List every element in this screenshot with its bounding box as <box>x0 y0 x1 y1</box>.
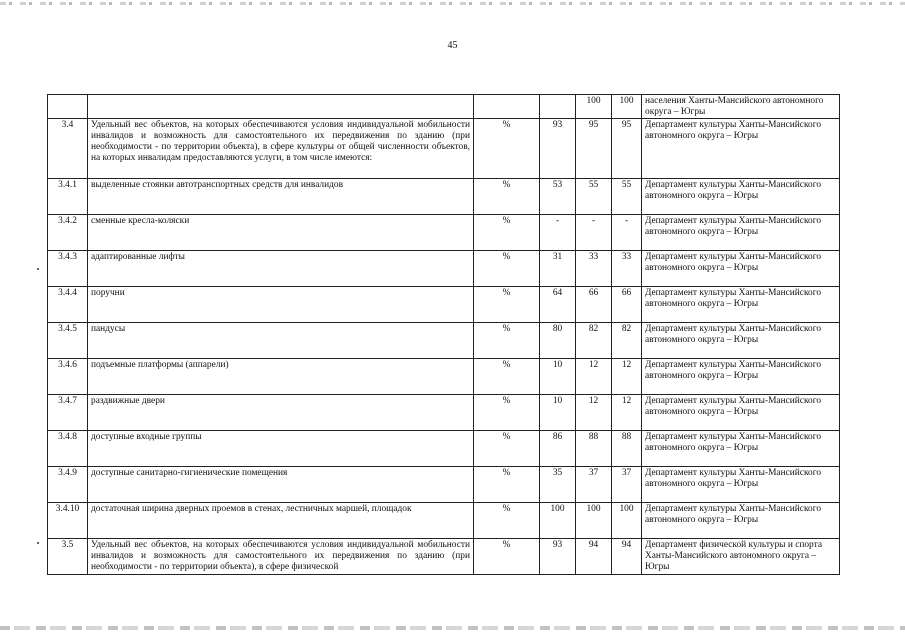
scan-edge-bottom <box>0 626 905 630</box>
indicator-name: пандусы <box>88 323 474 359</box>
value-cell-2: 94 <box>576 539 612 575</box>
responsible-cell: Департамент культуры Ханты-Мансийского автономного округа – Югры <box>642 179 840 215</box>
value-cell-2: 55 <box>576 179 612 215</box>
row-number: 3.4.5 <box>48 323 88 359</box>
table-row <box>48 539 840 575</box>
responsible-cell: Департамент культуры Ханты-Мансийского автономного округа – Югры <box>642 503 840 539</box>
unit-cell: % <box>474 215 540 251</box>
indicators-table <box>47 94 840 575</box>
value-cell-3: 12 <box>612 359 642 395</box>
value-cell-1: - <box>540 215 576 251</box>
value-cell-2: 12 <box>576 395 612 431</box>
value-cell-3: 55 <box>612 179 642 215</box>
value-cell-2: - <box>576 215 612 251</box>
value-cell-1: 53 <box>540 179 576 215</box>
table-row <box>48 431 840 467</box>
value-cell-3: 100 <box>612 95 642 119</box>
responsible-cell: Департамент физической культуры и спорта Ханты-Мансийского автономного округа – Югры <box>642 539 840 575</box>
table-body <box>48 95 840 575</box>
responsible-cell: Департамент культуры Ханты-Мансийского автономного округа – Югры <box>642 323 840 359</box>
value-cell-1: 35 <box>540 467 576 503</box>
value-cell-2: 66 <box>576 287 612 323</box>
indicator-name: Удельный вес объектов, на которых обеспечиваются условия индивидуальной мобильности инвалидов и возможность для самостоятельного их передвижения по зданию (при необходимости - по территории объекта), в сфере культуры от общей численности объектов, на которых инвалидам предоставляются услуги, в том числе имеются: <box>88 119 474 179</box>
table-row <box>48 359 840 395</box>
row-number <box>48 95 88 119</box>
value-cell-3: 100 <box>612 503 642 539</box>
unit-cell: % <box>474 179 540 215</box>
value-cell-3: 66 <box>612 287 642 323</box>
margin-speck <box>37 268 39 270</box>
unit-cell: % <box>474 119 540 179</box>
unit-cell: % <box>474 467 540 503</box>
indicator-name: доступные входные группы <box>88 431 474 467</box>
row-number: 3.4.4 <box>48 287 88 323</box>
value-cell-1: 31 <box>540 251 576 287</box>
value-cell-2: 82 <box>576 323 612 359</box>
row-number: 3.4.1 <box>48 179 88 215</box>
row-number: 3.4.9 <box>48 467 88 503</box>
responsible-cell: Департамент культуры Ханты-Мансийского автономного округа – Югры <box>642 251 840 287</box>
responsible-cell: Департамент культуры Ханты-Мансийского автономного округа – Югры <box>642 395 840 431</box>
value-cell-3: 12 <box>612 395 642 431</box>
row-number: 3.4.6 <box>48 359 88 395</box>
responsible-cell: Департамент культуры Ханты-Мансийского автономного округа – Югры <box>642 287 840 323</box>
table-row <box>48 287 840 323</box>
unit-cell: % <box>474 539 540 575</box>
unit-cell: % <box>474 431 540 467</box>
value-cell-1: 10 <box>540 395 576 431</box>
table-row <box>48 95 840 119</box>
table-row <box>48 395 840 431</box>
value-cell-3: 94 <box>612 539 642 575</box>
table-row <box>48 503 840 539</box>
value-cell-3: 95 <box>612 119 642 179</box>
unit-cell: % <box>474 503 540 539</box>
page-number: 45 <box>447 40 458 51</box>
value-cell-1 <box>540 95 576 119</box>
indicator-name: адаптированные лифты <box>88 251 474 287</box>
value-cell-1: 64 <box>540 287 576 323</box>
table-row <box>48 119 840 179</box>
value-cell-1: 93 <box>540 119 576 179</box>
value-cell-3: - <box>612 215 642 251</box>
indicator-name: подъемные платформы (аппарели) <box>88 359 474 395</box>
margin-speck <box>37 542 39 544</box>
unit-cell: % <box>474 287 540 323</box>
value-cell-2: 12 <box>576 359 612 395</box>
scan-edge-top <box>0 2 905 5</box>
responsible-cell: населения Ханты-Мансийского автономного округа – Югры <box>642 95 840 119</box>
indicator-name: сменные кресла-коляски <box>88 215 474 251</box>
table-row <box>48 467 840 503</box>
responsible-cell: Департамент культуры Ханты-Мансийского автономного округа – Югры <box>642 431 840 467</box>
responsible-cell: Департамент культуры Ханты-Мансийского автономного округа – Югры <box>642 215 840 251</box>
indicator-name: выделенные стоянки автотранспортных средств для инвалидов <box>88 179 474 215</box>
row-number: 3.4.3 <box>48 251 88 287</box>
value-cell-2: 95 <box>576 119 612 179</box>
indicator-name: поручни <box>88 287 474 323</box>
value-cell-1: 10 <box>540 359 576 395</box>
indicator-name <box>88 95 474 119</box>
responsible-cell: Департамент культуры Ханты-Мансийского автономного округа – Югры <box>642 119 840 179</box>
responsible-cell: Департамент культуры Ханты-Мансийского автономного округа – Югры <box>642 467 840 503</box>
unit-cell: % <box>474 251 540 287</box>
unit-cell: % <box>474 395 540 431</box>
value-cell-2: 100 <box>576 95 612 119</box>
unit-cell: % <box>474 323 540 359</box>
table-row <box>48 323 840 359</box>
row-number: 3.4.8 <box>48 431 88 467</box>
value-cell-2: 37 <box>576 467 612 503</box>
value-cell-2: 100 <box>576 503 612 539</box>
value-cell-1: 100 <box>540 503 576 539</box>
value-cell-1: 80 <box>540 323 576 359</box>
row-number: 3.4.7 <box>48 395 88 431</box>
value-cell-2: 88 <box>576 431 612 467</box>
value-cell-1: 86 <box>540 431 576 467</box>
row-number: 3.4.2 <box>48 215 88 251</box>
row-number: 3.5 <box>48 539 88 575</box>
value-cell-3: 33 <box>612 251 642 287</box>
value-cell-1: 93 <box>540 539 576 575</box>
unit-cell: % <box>474 359 540 395</box>
unit-cell <box>474 95 540 119</box>
row-number: 3.4.10 <box>48 503 88 539</box>
indicator-name: достаточная ширина дверных проемов в стенах, лестничных маршей, площадок <box>88 503 474 539</box>
value-cell-3: 88 <box>612 431 642 467</box>
value-cell-2: 33 <box>576 251 612 287</box>
responsible-cell: Департамент культуры Ханты-Мансийского автономного округа – Югры <box>642 359 840 395</box>
row-number: 3.4 <box>48 119 88 179</box>
table-row <box>48 251 840 287</box>
table-row <box>48 215 840 251</box>
indicator-name: раздвижные двери <box>88 395 474 431</box>
indicator-name: Удельный вес объектов, на которых обеспечиваются условия индивидуальной мобильности инвалидов и возможность для самостоятельного их передвижения по зданию (при необходимости - по территории объекта), в сфере физической <box>88 539 474 575</box>
table-row <box>48 179 840 215</box>
value-cell-3: 37 <box>612 467 642 503</box>
value-cell-3: 82 <box>612 323 642 359</box>
indicator-name: доступные санитарно-гигиенические помещения <box>88 467 474 503</box>
